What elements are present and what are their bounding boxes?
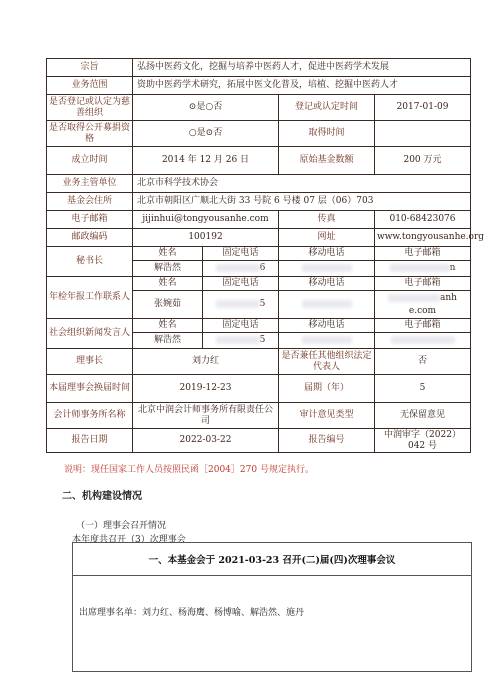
meeting-count: 本年度共召开（3）次理事会 xyxy=(72,535,186,545)
address-label: 基金会住所 xyxy=(47,193,133,211)
row-chair xyxy=(47,349,471,375)
redacted-block xyxy=(390,264,450,272)
spokes-mobile xyxy=(279,333,375,349)
scope-value: 资助中医药学术研究，拓展中医文化普及，培植、挖掘中医药人才 xyxy=(133,77,471,95)
annual-email-line2: e.com xyxy=(408,305,437,316)
col-phone: 固定电话 xyxy=(203,277,279,291)
spokes-phone-tail: 5 xyxy=(259,335,266,346)
fax-label: 传真 xyxy=(279,211,375,229)
col-name: 姓名 xyxy=(133,319,203,333)
address-value: 北京市朝阳区广顺北大街 33 号院 6 号楼 07 层（06）703 xyxy=(133,193,471,211)
fund-value: 200 万元 xyxy=(375,147,471,175)
row-spokes-header xyxy=(47,319,471,333)
chair-value: 刘力红 xyxy=(133,349,279,375)
purpose-value: 弘扬中医药文化，挖掘与培养中医药人才，促进中医药学术发展 xyxy=(133,59,471,77)
annual-name: 张婉茹 xyxy=(133,291,203,319)
audit-firm-label: 会计师事务所名称 xyxy=(47,403,133,429)
fax-value: 010-68423076 xyxy=(375,211,471,229)
spokes-name: 解浩然 xyxy=(133,333,203,349)
subsection-title: （一）理事会召开情况 xyxy=(76,521,167,531)
secretary-mobile xyxy=(279,261,375,277)
row-address xyxy=(47,193,471,211)
col-phone: 固定电话 xyxy=(203,319,279,333)
redacted-block xyxy=(388,294,440,302)
redacted-block xyxy=(302,300,352,308)
public-label: 是否取得公开募捐资格 xyxy=(47,121,133,147)
spokes-label: 社会组织新闻发言人 xyxy=(47,319,133,349)
row-authority xyxy=(47,175,471,193)
row-audit xyxy=(47,403,471,429)
meeting-heading: 一、本基金会于 2021-03-23 召开(二)届(四)次理事会议 xyxy=(73,543,471,576)
col-phone: 固定电话 xyxy=(203,247,279,261)
row-report xyxy=(47,429,471,453)
legal-value: 否 xyxy=(375,349,471,375)
col-mobile: 移动电话 xyxy=(279,319,375,333)
term-years-value: 5 xyxy=(375,375,471,403)
secretary-phone-tail: 6 xyxy=(259,263,266,274)
section-title: 二、机构建设情况 xyxy=(62,491,142,502)
foundation-info-table xyxy=(46,58,485,453)
fund-label: 原始基金数额 xyxy=(279,147,375,175)
row-secretary-header xyxy=(47,247,471,261)
charity-value: ⊙是○否 xyxy=(133,95,279,121)
table-note: 说明：现任国家工作人员按照民函［2004］270 号规定执行。 xyxy=(64,465,314,475)
scope-label: 业务范围 xyxy=(47,77,133,95)
annual-mobile xyxy=(279,291,375,319)
report-no-label: 报告编号 xyxy=(279,429,375,453)
redacted-block xyxy=(216,336,260,344)
purpose-label: 宗旨 xyxy=(47,59,133,77)
row-term xyxy=(47,375,471,403)
row-email xyxy=(47,211,471,229)
col-name: 姓名 xyxy=(133,247,203,261)
get-time-label: 取得时间 xyxy=(279,121,375,147)
term-value: 2019-12-23 xyxy=(133,375,279,403)
legal-label: 是否兼任其他组织法定代表人 xyxy=(279,349,375,375)
email-value: jijinhui@tongyousanhe.com xyxy=(133,211,279,229)
reg-time-label: 登记或认定时间 xyxy=(279,95,375,121)
col-mobile: 移动电话 xyxy=(279,247,375,261)
redacted-block xyxy=(302,264,352,272)
email-label: 电子邮箱 xyxy=(47,211,133,229)
col-email: 电子邮箱 xyxy=(375,247,471,261)
report-no-value: 中润审字（2022）042 号 xyxy=(375,429,471,453)
annual-email xyxy=(375,291,471,319)
get-time-value xyxy=(375,121,471,147)
annual-phone xyxy=(203,291,279,319)
meeting-record-box xyxy=(72,542,472,672)
audit-opinion-label: 审计意见类型 xyxy=(279,403,375,429)
reg-time-value: 2017-01-09 xyxy=(375,95,471,121)
charity-label: 是否登记或认定为慈善组织 xyxy=(47,95,133,121)
row-annual-header xyxy=(47,277,471,291)
redacted-block xyxy=(216,264,260,272)
row-found xyxy=(47,147,471,175)
secretary-email-tail: n xyxy=(449,263,456,274)
chair-label: 理事长 xyxy=(47,349,133,375)
authority-value: 北京市科学技术协会 xyxy=(133,175,471,193)
postcode-value: 100192 xyxy=(133,229,279,247)
col-mobile: 移动电话 xyxy=(279,277,375,291)
redacted-block xyxy=(216,300,260,308)
website-value: www.tongyousanhe.org xyxy=(375,229,471,247)
col-email: 电子邮箱 xyxy=(375,319,471,333)
audit-opinion-value: 无保留意见 xyxy=(375,403,471,429)
col-name: 姓名 xyxy=(133,277,203,291)
redacted-block xyxy=(391,336,455,344)
secretary-label: 秘书长 xyxy=(47,247,133,277)
found-value: 2014 年 12 月 26 日 xyxy=(133,147,279,175)
authority-label: 业务主管单位 xyxy=(47,175,133,193)
annual-email-line1: anh xyxy=(440,293,457,304)
spokes-phone xyxy=(203,333,279,349)
report-date-label: 报告日期 xyxy=(47,429,133,453)
row-scope xyxy=(47,77,471,95)
meeting-attendees: 出席理事名单：刘力红、杨海鹰、杨博喻、解浩然、施丹 xyxy=(79,608,305,618)
term-years-label: 届期（年） xyxy=(279,375,375,403)
annual-phone-tail: 5 xyxy=(259,299,266,310)
audit-firm-value: 北京中润会计师事务所有限责任公司 xyxy=(133,403,279,429)
report-date-value: 2022-03-22 xyxy=(133,429,279,453)
row-public xyxy=(47,121,471,147)
found-label: 成立时间 xyxy=(47,147,133,175)
redacted-block xyxy=(302,336,352,344)
row-charity xyxy=(47,95,471,121)
row-purpose xyxy=(47,59,471,77)
website-label: 网址 xyxy=(279,229,375,247)
secretary-email xyxy=(375,261,471,277)
spokes-email xyxy=(375,333,471,349)
row-postcode xyxy=(47,229,471,247)
public-value: ○是⊙否 xyxy=(133,121,279,147)
col-email: 电子邮箱 xyxy=(375,277,471,291)
secretary-phone xyxy=(203,261,279,277)
term-label: 本届理事会换届时间 xyxy=(47,375,133,403)
postcode-label: 邮政编码 xyxy=(47,229,133,247)
annual-label: 年检年报工作联系人 xyxy=(47,277,133,319)
secretary-name: 解浩然 xyxy=(133,261,203,277)
